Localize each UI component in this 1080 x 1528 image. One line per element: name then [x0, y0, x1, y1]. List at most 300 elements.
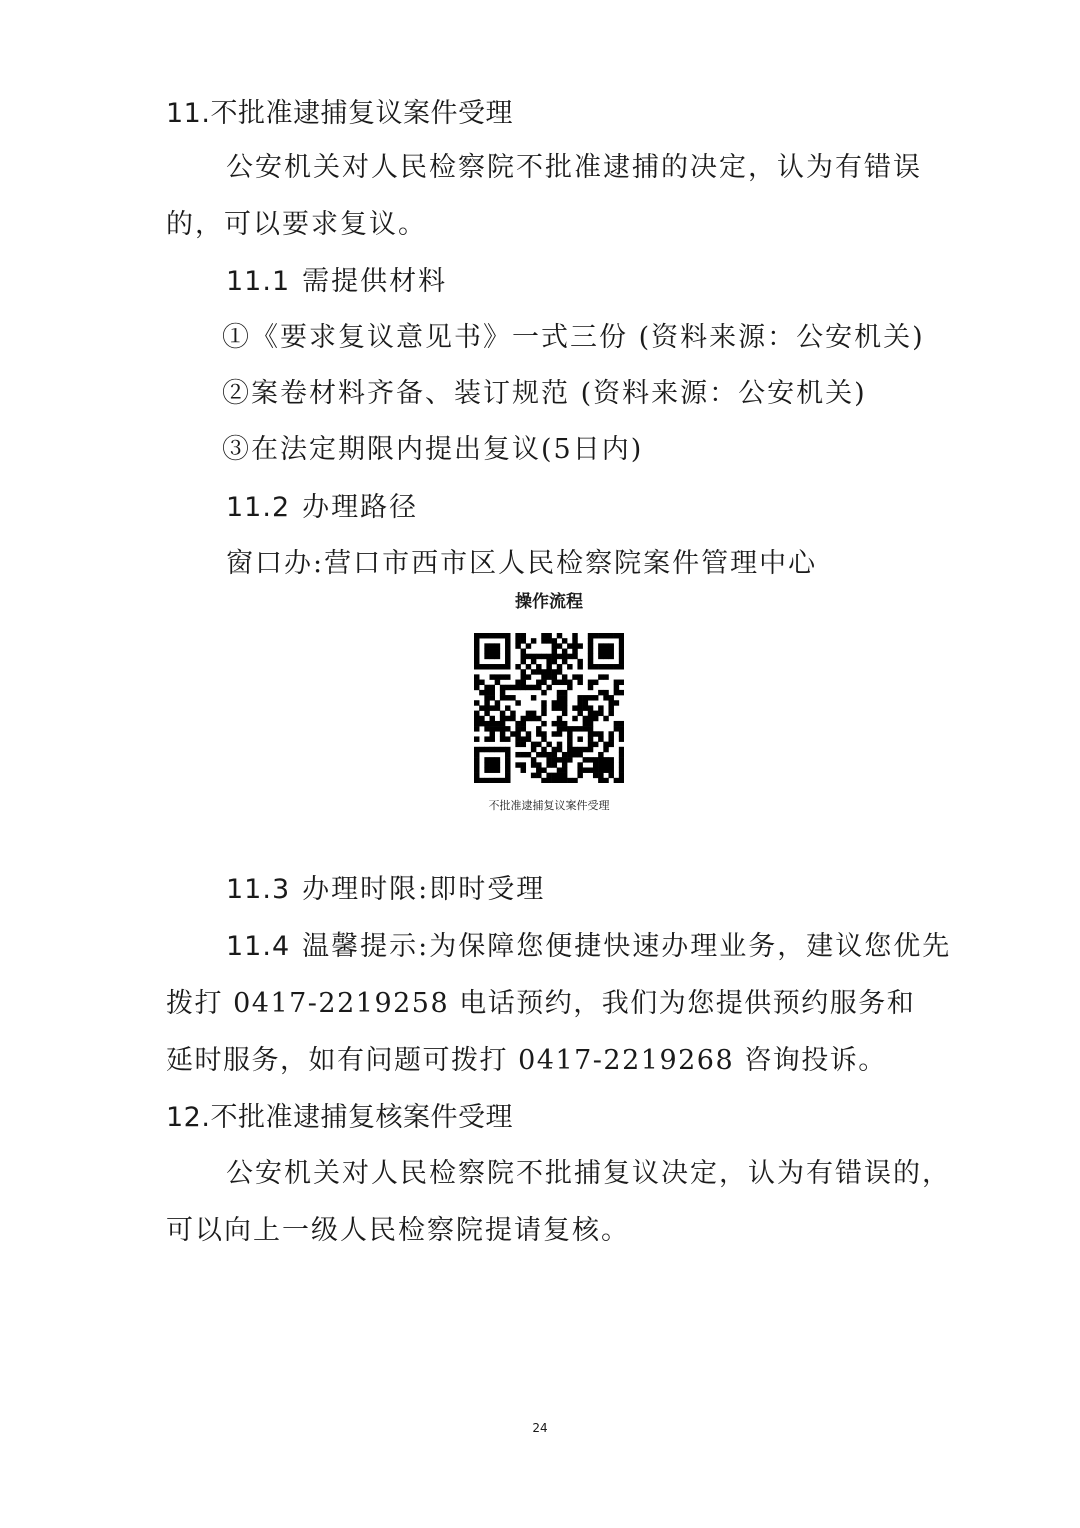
qr-module — [608, 757, 613, 762]
qr-module — [603, 767, 608, 772]
qr-module — [577, 700, 582, 705]
qr-module — [583, 721, 588, 726]
page-number: 24 — [532, 1421, 548, 1435]
qr-module — [572, 778, 577, 783]
qr-module — [552, 752, 557, 757]
material-item-3: ③在法定期限内提出复议(5日内) — [222, 434, 644, 465]
qr-module — [603, 654, 608, 659]
qr-module — [552, 674, 557, 679]
qr-module — [572, 633, 577, 638]
qr-module — [521, 752, 526, 757]
qr-module — [536, 654, 541, 659]
qr-module — [588, 767, 593, 772]
qr-module — [572, 716, 577, 721]
qr-module — [474, 736, 479, 741]
qr-module — [546, 654, 551, 659]
qr-module — [474, 716, 479, 721]
qr-module — [479, 778, 484, 783]
qr-module — [619, 726, 624, 731]
qr-module — [619, 773, 624, 778]
qr-module — [598, 664, 603, 669]
qr-module — [505, 767, 510, 772]
qr-module — [562, 773, 567, 778]
qr-module — [490, 716, 495, 721]
qr-module — [572, 643, 577, 648]
qr-module — [490, 633, 495, 638]
tip-line-1 — [226, 929, 951, 965]
qr-module — [521, 674, 526, 679]
qr-module — [593, 716, 598, 721]
qr-module — [521, 633, 526, 638]
qr-module — [608, 633, 613, 638]
qr-module — [546, 778, 551, 783]
qr-module — [557, 731, 562, 736]
qr-module — [557, 721, 562, 726]
qr-module — [593, 773, 598, 778]
qr-module — [608, 762, 613, 767]
qr-module — [619, 680, 624, 685]
qr-module — [588, 711, 593, 716]
qr-module — [474, 654, 479, 659]
qr-module — [515, 752, 520, 757]
qr-module — [588, 685, 593, 690]
qr-module — [608, 664, 613, 669]
qr-module — [562, 638, 567, 643]
qr-module — [484, 762, 489, 767]
qr-module — [603, 643, 608, 648]
qr-module — [536, 726, 541, 731]
qr-module — [603, 674, 608, 679]
qr-module — [619, 731, 624, 736]
qr-module — [490, 664, 495, 669]
qr-module — [474, 726, 479, 731]
qr-module — [546, 638, 551, 643]
qr-module — [490, 695, 495, 700]
qr-module — [619, 747, 624, 752]
qr-module — [562, 721, 567, 726]
qr-module — [515, 726, 520, 731]
qr-module — [608, 649, 613, 654]
qr-module — [490, 778, 495, 783]
qr-module — [484, 633, 489, 638]
qr-module — [608, 736, 613, 741]
qr-module — [505, 747, 510, 752]
qr-module — [603, 757, 608, 762]
qr-module — [577, 659, 582, 664]
qr-module — [500, 711, 505, 716]
qr-module — [495, 674, 500, 679]
qr-module — [577, 674, 582, 679]
qr-module — [521, 736, 526, 741]
qr-module — [526, 752, 531, 757]
qr-module — [562, 654, 567, 659]
qr-module — [588, 649, 593, 654]
qr-module — [619, 643, 624, 648]
qr-module — [510, 716, 515, 721]
qr-module — [552, 700, 557, 705]
qr-module — [572, 752, 577, 757]
qr-module — [541, 654, 546, 659]
qr-module — [562, 767, 567, 772]
qr-module — [474, 633, 479, 638]
qr-module — [541, 705, 546, 710]
materials-number: 11.1 — [226, 266, 291, 297]
qr-module — [490, 726, 495, 731]
qr-module — [515, 638, 520, 643]
qr-module — [479, 690, 484, 695]
qr-module — [552, 669, 557, 674]
qr-module — [583, 747, 588, 752]
qr-module — [619, 721, 624, 726]
qr-module — [583, 726, 588, 731]
qr-module — [614, 778, 619, 783]
qr-module — [557, 757, 562, 762]
qr-module — [598, 633, 603, 638]
qr-module — [593, 664, 598, 669]
qr-module — [526, 674, 531, 679]
qr-module — [536, 752, 541, 757]
qr-module — [593, 742, 598, 747]
qr-module — [577, 762, 582, 767]
qr-module — [521, 762, 526, 767]
qr-module — [505, 736, 510, 741]
material-item-1: ①《要求复议意见书》一式三份 (资料来源：公安机关) — [222, 322, 925, 353]
qr-module — [521, 742, 526, 747]
materials-heading — [226, 264, 447, 300]
qr-module — [614, 700, 619, 705]
qr-module — [608, 767, 613, 772]
qr-module — [608, 705, 613, 710]
qr-module — [619, 649, 624, 654]
qr-module — [562, 726, 567, 731]
qr-module — [588, 726, 593, 731]
qr-module — [505, 654, 510, 659]
qr-module — [521, 659, 526, 664]
qr-module — [505, 633, 510, 638]
qr-module — [593, 762, 598, 767]
qr-module — [572, 726, 577, 731]
qr-module — [541, 752, 546, 757]
material-item-2: ②案卷材料齐备、装订规范 (资料来源：公安机关) — [222, 378, 867, 409]
qr-module — [567, 664, 572, 669]
qr-module — [541, 638, 546, 643]
qr-module — [536, 742, 541, 747]
qr-module — [474, 752, 479, 757]
qr-module — [474, 664, 479, 669]
qr-module — [557, 778, 562, 783]
route-number: 11.2 — [226, 492, 291, 523]
qr-module — [546, 742, 551, 747]
qr-module — [474, 700, 479, 705]
qr-module — [552, 747, 557, 752]
qr-module — [598, 752, 603, 757]
qr-module — [484, 721, 489, 726]
qr-module — [505, 716, 510, 721]
qr-module — [500, 726, 505, 731]
qr-module — [588, 742, 593, 747]
qr-module — [577, 767, 582, 772]
qr-module — [588, 633, 593, 638]
qr-module — [583, 705, 588, 710]
qr-module — [557, 773, 562, 778]
qr-module — [603, 778, 608, 783]
qr-module — [500, 721, 505, 726]
qr-module — [583, 767, 588, 772]
qr-module — [505, 659, 510, 664]
qr-module — [490, 731, 495, 736]
qr-module — [588, 680, 593, 685]
qr-module — [490, 757, 495, 762]
section-12-heading: 12.不批准逮捕复核案件受理 — [166, 1102, 513, 1133]
time-limit — [226, 872, 545, 908]
qr-module — [484, 664, 489, 669]
qr-module — [495, 747, 500, 752]
qr-module — [541, 778, 546, 783]
qr-module — [562, 705, 567, 710]
qr-module — [552, 643, 557, 648]
qr-module — [521, 669, 526, 674]
qr-module — [536, 762, 541, 767]
tip-line-3: 延时服务，如有问题可拨打 0417-2219268 咨询投诉。 — [166, 1045, 887, 1076]
qr-module — [598, 762, 603, 767]
qr-module — [614, 721, 619, 726]
qr-module — [500, 690, 505, 695]
qr-module — [557, 726, 562, 731]
qr-module — [546, 674, 551, 679]
qr-module — [546, 773, 551, 778]
qr-module — [505, 685, 510, 690]
qr-module — [562, 695, 567, 700]
qr-module — [552, 654, 557, 659]
qr-module — [505, 773, 510, 778]
qr-module — [603, 747, 608, 752]
qr-module — [608, 773, 613, 778]
route-window: 窗口办:营口市西市区人民检察院案件管理中心 — [226, 548, 818, 579]
qr-module — [495, 721, 500, 726]
qr-module — [598, 736, 603, 741]
qr-module — [490, 674, 495, 679]
qr-module — [619, 778, 624, 783]
qr-module — [608, 695, 613, 700]
qr-module — [588, 721, 593, 726]
qr-module — [546, 633, 551, 638]
qr-module — [562, 680, 567, 685]
qr-module — [495, 633, 500, 638]
qr-module — [567, 680, 572, 685]
qr-module — [531, 659, 536, 664]
qr-module — [603, 633, 608, 638]
qr-module — [531, 711, 536, 716]
qr-module — [583, 695, 588, 700]
qr-module — [593, 731, 598, 736]
qr-module — [552, 778, 557, 783]
qr-module — [588, 747, 593, 752]
qr-module — [562, 778, 567, 783]
qr-module — [541, 736, 546, 741]
qr-module — [479, 747, 484, 752]
qr-module — [531, 762, 536, 767]
qr-module — [603, 649, 608, 654]
qr-module — [521, 685, 526, 690]
qr-module — [526, 736, 531, 741]
qr-module — [474, 721, 479, 726]
qr-module — [526, 711, 531, 716]
qr-module — [588, 705, 593, 710]
qr-module — [484, 736, 489, 741]
qr-module — [593, 711, 598, 716]
qr-module — [593, 767, 598, 772]
qr-module — [484, 700, 489, 705]
qr-module — [614, 690, 619, 695]
qr-module — [567, 654, 572, 659]
qr-module — [531, 747, 536, 752]
qr-module — [557, 716, 562, 721]
qr-module — [495, 680, 500, 685]
tip-number: 11.4 — [226, 931, 291, 962]
qr-module — [531, 654, 536, 659]
materials-title: 需提供材料 — [302, 266, 448, 297]
qr-module — [567, 747, 572, 752]
qr-module — [619, 736, 624, 741]
qr-module — [577, 695, 582, 700]
qr-module — [515, 664, 520, 669]
qr-module — [515, 762, 520, 767]
qr-module — [505, 664, 510, 669]
qr-module — [557, 747, 562, 752]
qr-module — [515, 742, 520, 747]
qr-module — [495, 762, 500, 767]
qr-module — [479, 680, 484, 685]
qr-module — [552, 649, 557, 654]
qr-module — [505, 643, 510, 648]
qr-module — [552, 680, 557, 685]
qr-module — [495, 654, 500, 659]
qr-module — [588, 695, 593, 700]
qr-module — [557, 705, 562, 710]
tip-text-1: 温馨提示:为保障您便捷快速办理业务，建议您优先 — [302, 931, 952, 962]
qr-module — [567, 685, 572, 690]
qr-module — [593, 633, 598, 638]
qr-module — [541, 700, 546, 705]
qr-module — [619, 664, 624, 669]
qr-module — [474, 767, 479, 772]
qr-module — [562, 752, 567, 757]
qr-module — [572, 638, 577, 643]
qr-module — [572, 674, 577, 679]
qr-module — [619, 767, 624, 772]
qr-module — [583, 757, 588, 762]
qr-module — [546, 757, 551, 762]
qr-module — [619, 633, 624, 638]
qr-module — [593, 757, 598, 762]
qr-module — [552, 721, 557, 726]
qr-module — [562, 757, 567, 762]
qr-module — [505, 649, 510, 654]
qr-module — [567, 752, 572, 757]
qr-module — [577, 736, 582, 741]
qr-module — [484, 726, 489, 731]
qr-module — [588, 736, 593, 741]
qr-module — [505, 695, 510, 700]
qr-module — [541, 731, 546, 736]
qr-module — [598, 778, 603, 783]
qr-module — [588, 731, 593, 736]
qr-module — [495, 664, 500, 669]
qr-module — [536, 664, 541, 669]
qr-module — [577, 773, 582, 778]
qr-module — [577, 680, 582, 685]
qr-module — [583, 700, 588, 705]
qr-module — [562, 762, 567, 767]
qr-module — [562, 700, 567, 705]
qr-module — [619, 757, 624, 762]
qr-module — [500, 664, 505, 669]
qr-module — [583, 716, 588, 721]
qr-module — [608, 742, 613, 747]
qr-module — [546, 762, 551, 767]
qr-module — [490, 654, 495, 659]
qr-module — [536, 773, 541, 778]
qr-module — [521, 726, 526, 731]
qr-module — [474, 757, 479, 762]
qr-module — [515, 685, 520, 690]
qr-module — [490, 747, 495, 752]
qr-module — [484, 690, 489, 695]
qr-module — [541, 767, 546, 772]
qr-module — [505, 752, 510, 757]
qr-module — [541, 669, 546, 674]
qr-module — [495, 643, 500, 648]
qr-module — [500, 731, 505, 736]
qr-module — [577, 752, 582, 757]
qr-module — [541, 747, 546, 752]
qr-module — [541, 721, 546, 726]
qr-module — [557, 700, 562, 705]
qr-module — [562, 674, 567, 679]
qr-module — [500, 716, 505, 721]
qr-module — [510, 685, 515, 690]
qr-module — [588, 654, 593, 659]
qr-module — [510, 711, 515, 716]
qr-module — [490, 685, 495, 690]
qr-module — [479, 705, 484, 710]
qr-module — [557, 654, 562, 659]
qr-module — [495, 649, 500, 654]
qr-module — [474, 649, 479, 654]
qr-module — [588, 664, 593, 669]
qr-module — [598, 731, 603, 736]
qr-module — [593, 695, 598, 700]
qr-module — [614, 726, 619, 731]
qr-module — [541, 711, 546, 716]
qr-module — [577, 747, 582, 752]
qr-module — [500, 747, 505, 752]
qr-module — [500, 778, 505, 783]
qr-module — [484, 643, 489, 648]
qr-module — [474, 747, 479, 752]
qr-module — [484, 711, 489, 716]
qr-module — [531, 773, 536, 778]
qr-module — [619, 654, 624, 659]
qr-module — [500, 674, 505, 679]
qr-module — [510, 695, 515, 700]
route-heading — [226, 490, 418, 526]
qr-module — [484, 695, 489, 700]
qr-module — [588, 643, 593, 648]
route-title: 办理路径 — [302, 492, 419, 523]
qr-module — [557, 669, 562, 674]
qr-code — [474, 633, 624, 783]
